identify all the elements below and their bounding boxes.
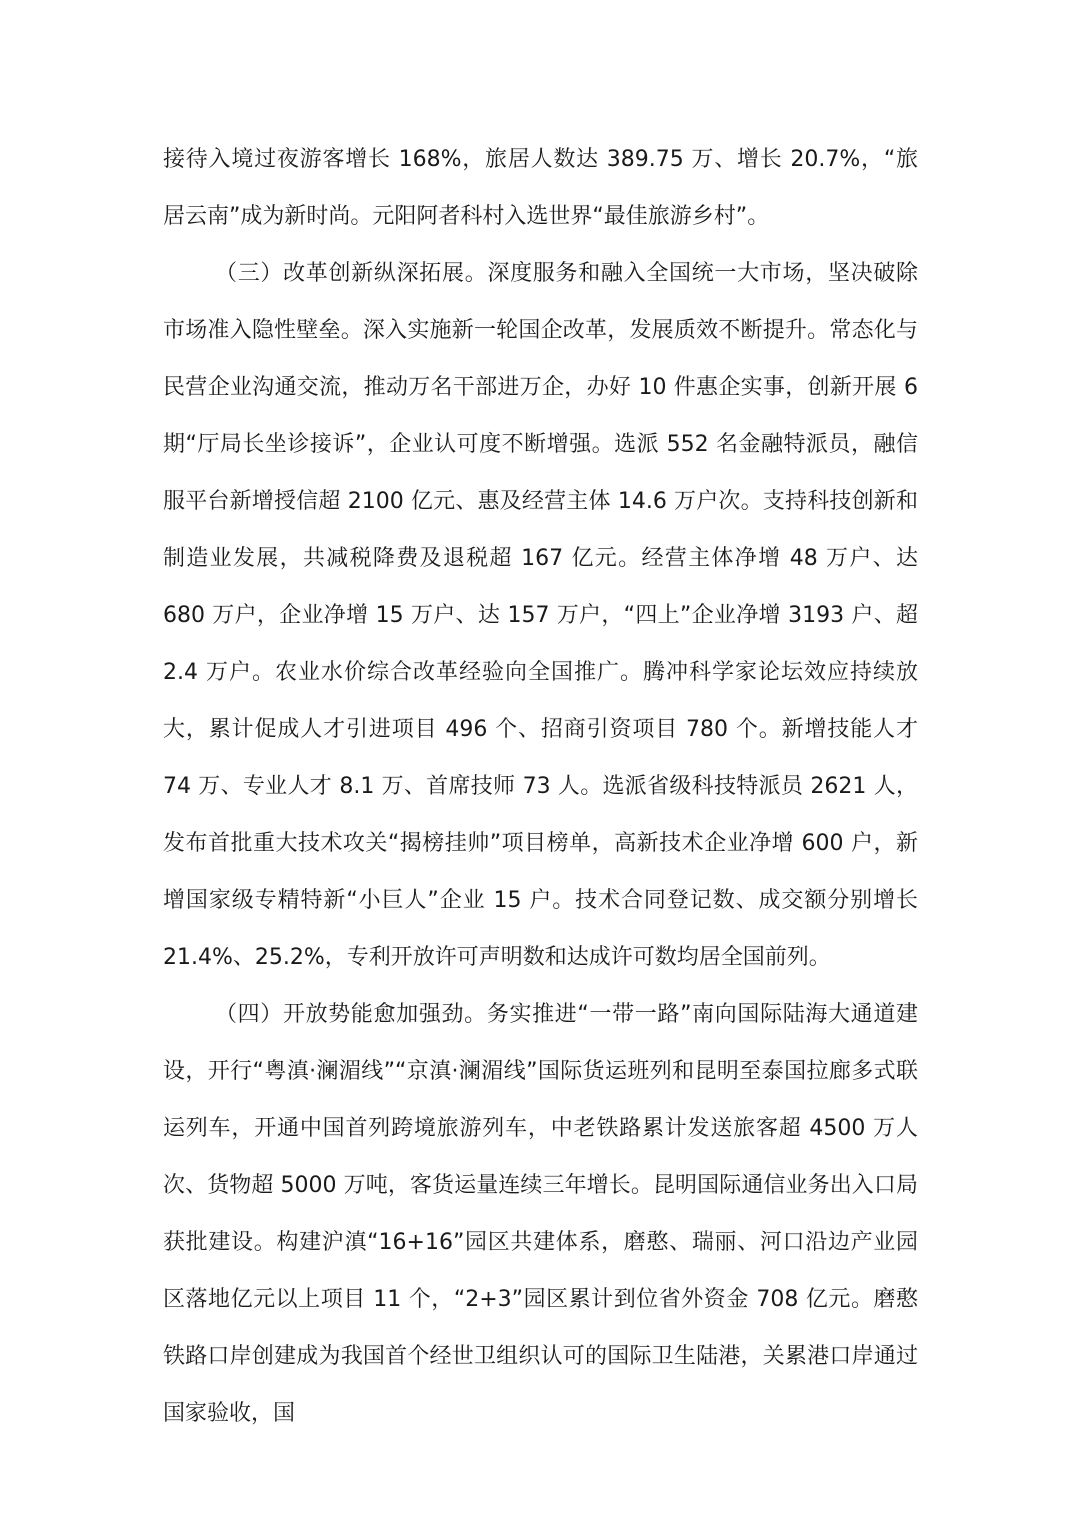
paragraph-reform-innovation: （三）改革创新纵深拓展。深度服务和融入全国统一大市场，坚决破除市场准入隐性壁垒。深入实施新一轮国企改革，发展质效不断提升。常态化与民营企业沟通交流，推动万名干部进万企，办好 10 件惠企实事，创新开展 6 期“厅局长坐诊接诉”，企业认可度不断增强。选派 552 名金融特派员，融信服平台新增授信超 2100 亿元、惠及经营主体 14.6 万户次。支持科技创新和制造业发展，共减税降费及退税超 167 亿元。经营主体净增 48 万户、达 680 万户，企业净增 15 万户、达 157 万户，“四上”企业净增 3193 户、超 2.4 万户。农业水价综合改革经验向全国推广。腾冲科学家论坛效应持续放大，累计促成人才引进项目 496 个、招商引资项目 780 个。新增技能人才 74 万、专业人才 8.1 万、首席技师 73 人。选派省级科技特派员 2621 人，发布首批重大技术攻关“揭榜挂帅”项目榜单，高新技术企业净增 600 户，新增国家级专精特新“小巨人”企业 15 户。技术合同登记数、成交额分别增长 21.4%、25.2%，专利开放许可声明数和达成许可数均居全国前列。 <box>163 261 918 970</box>
document-body <box>163 131 918 1442</box>
paragraph-tourism-continuation: 接待入境过夜游客增长 168%，旅居人数达 389.75 万、增长 20.7%，“旅居云南”成为新时尚。元阳阿者科村入选世界“最佳旅游乡村”。 <box>163 147 918 229</box>
paragraph-opening-up: （四）开放势能愈加强劲。务实推进“一带一路”南向国际陆海大通道建设，开行“粤滇·澜湄线”“京滇·澜湄线”国际货运班列和昆明至泰国拉廊多式联运列车，开通中国首列跨境旅游列车，中老铁路累计发送旅客超 4500 万人次、货物超 5000 万吨，客货运量连续三年增长。昆明国际通信业务出入口局获批建设。构建沪滇“16+16”园区共建体系，磨憨、瑞丽、河口沿边产业园区落地亿元以上项目 11 个，“2+3”园区累计到位省外资金 708 亿元。磨憨铁路口岸创建成为我国首个经世卫组织认可的国际卫生陆港，关累港口岸通过国家验收，国 <box>163 1002 918 1426</box>
